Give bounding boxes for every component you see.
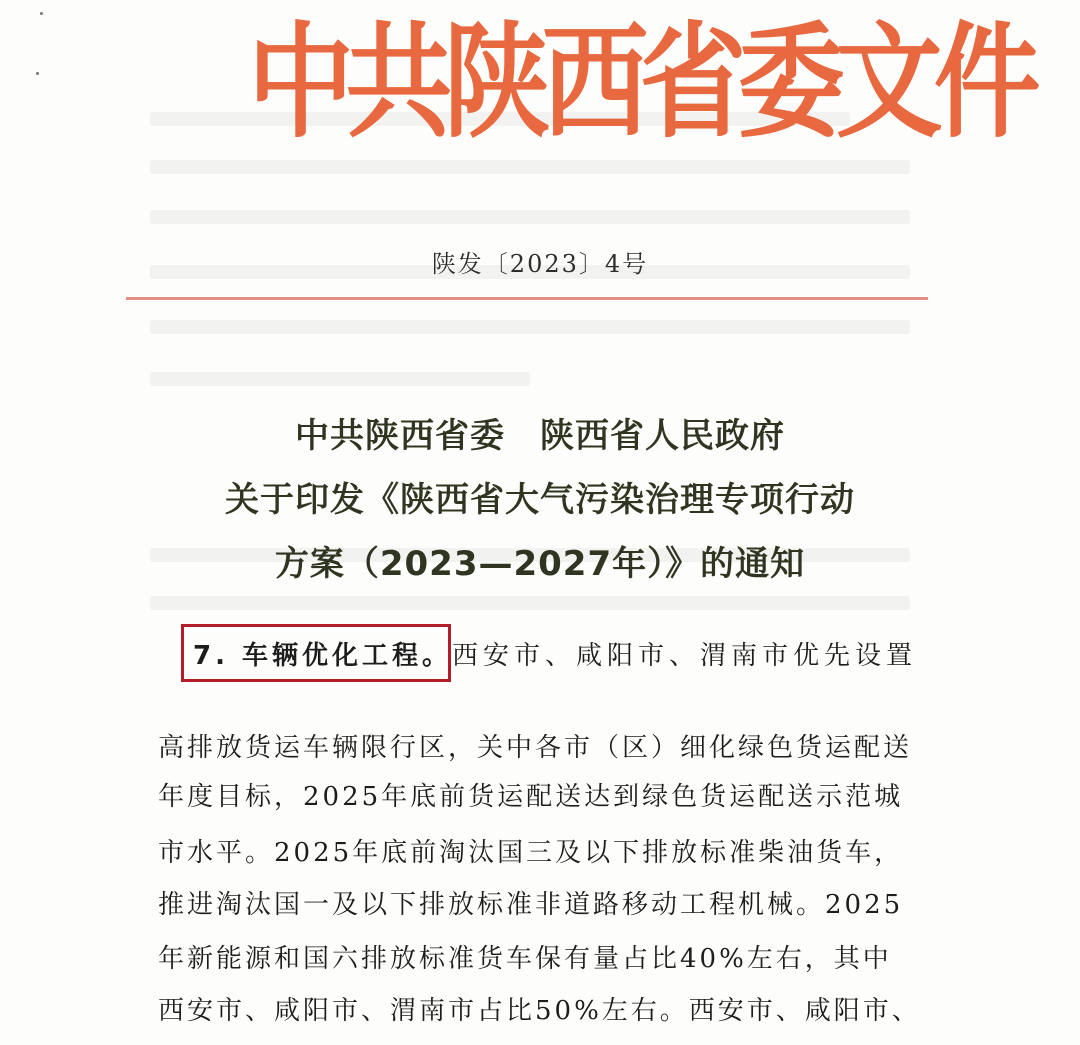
body-text-line: 推进淘汰国一及以下排放标准非道路移动工程机械。2025	[158, 890, 904, 920]
body-text-line: 年新能源和国六排放标准货车保有量占比40%左右，其中	[158, 944, 892, 974]
paper-speck	[36, 72, 39, 75]
notice-title-line: 方案（2023—2027年）》的通知	[274, 544, 806, 584]
document-number: 陕发〔2023〕4号	[431, 250, 649, 278]
paper-speck	[40, 12, 43, 15]
section-first-line	[193, 635, 993, 672]
notice-title-line: 关于印发《陕西省大气污染治理专项行动	[225, 480, 855, 520]
body-text-line: 高排放货运车辆限行区，关中各市（区）细化绿色货运配送	[158, 733, 913, 763]
bleed-through-line	[150, 596, 910, 610]
body-text-line: 年度目标，2025年底前货运配送达到绿色货运配送示范城	[158, 782, 904, 812]
bleed-through-line	[150, 320, 910, 334]
bleed-through-line	[150, 210, 910, 224]
body-text-line: 西安市、咸阳市、渭南市占比50%左右。西安市、咸阳市、	[158, 996, 921, 1026]
header-divider	[126, 297, 928, 300]
notice-title-line: 中共陕西省委 陕西省人民政府	[295, 416, 785, 456]
bleed-through-line	[150, 372, 530, 386]
body-text-line: 市水平。2025年底前淘汰国三及以下排放标准柴油货车，	[158, 838, 904, 868]
section-heading: 7. 车辆优化工程。	[193, 641, 453, 671]
section-first-line-text: 西安市、咸阳市、渭南市优先设置	[452, 641, 918, 671]
document-header-title: 中共陕西省委文件	[247, 10, 1032, 155]
